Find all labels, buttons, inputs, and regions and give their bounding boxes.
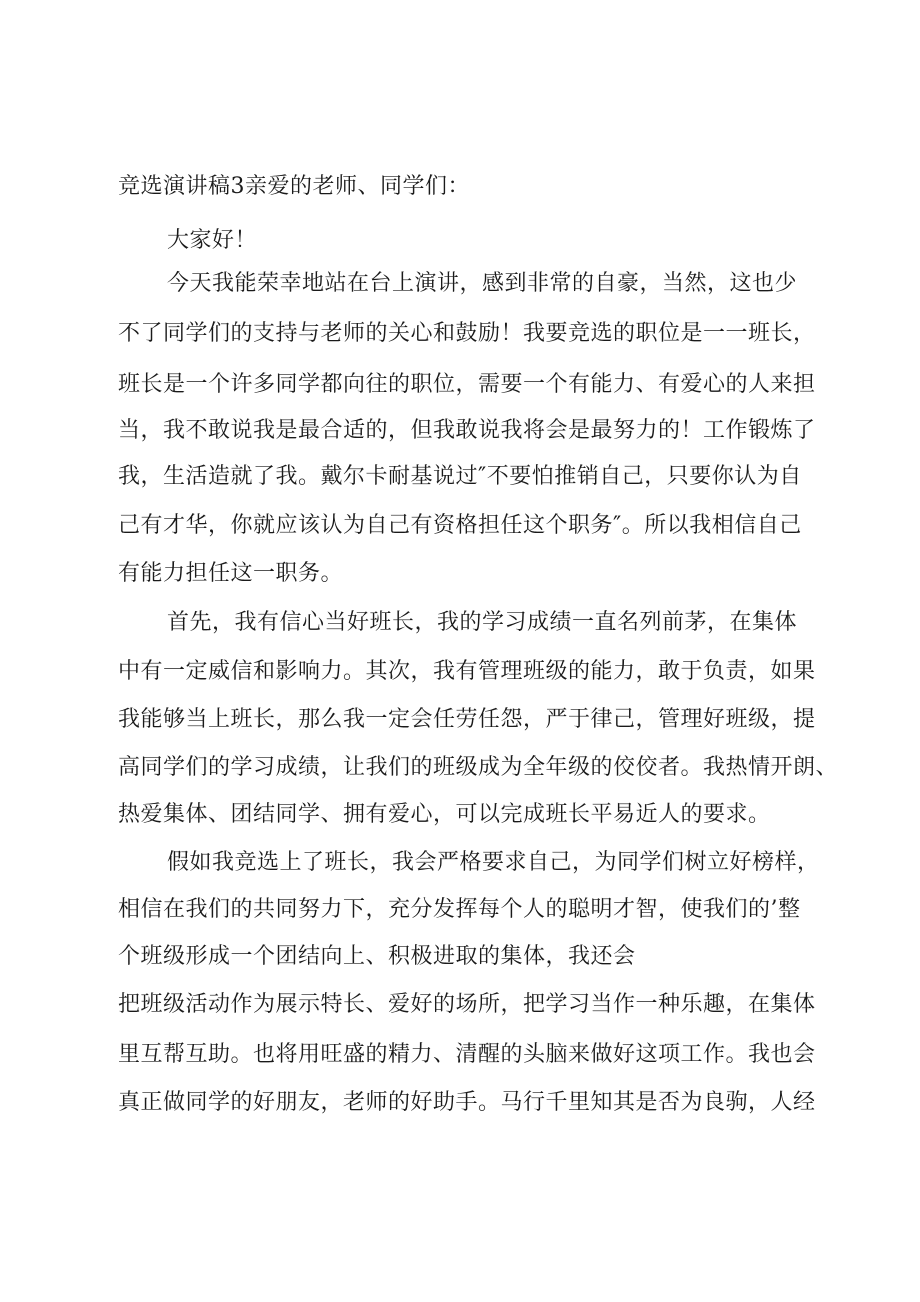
- paragraph-2-line-2: 中有一定威信和影响力。其次，我有管理班级的能力，敢于负责，如果: [118, 659, 816, 684]
- paragraph-3-line-5: 里互帮互助。也将用旺盛的精力、清醒的头脑来做好这项工作。我也会: [118, 1042, 816, 1067]
- paragraph-3-line-4: 把班级活动作为展示特长、爱好的场所，把学习当作一种乐趣，在集体: [118, 992, 816, 1017]
- greeting-line: 大家好！: [167, 228, 258, 253]
- paragraph-3-line-3: 个班级形成一个团结向上、积极进取的集体，我还会: [118, 944, 636, 969]
- paragraph-3-line-6: 真正做同学的好朋友，老师的好助手。马行千里知其是否为良驹，人经: [118, 1090, 816, 1115]
- paragraph-3-line-2: 相信在我们的共同努力下，充分发挥每个人的聪明才智，使我们的’整: [118, 897, 801, 922]
- paragraph-1-line-2: 不了同学们的支持与老师的关心和鼓励！我要竞选的职位是一一班长，: [118, 321, 816, 346]
- paragraph-1-line-3: 班长是一个许多同学都向往的职位，需要一个有能力、有爱心的人来担: [118, 372, 816, 397]
- paragraph-2-line-3: 我能够当上班长，那么我一定会任劳任怨，严于律己，管理好班级，提: [118, 707, 816, 732]
- paragraph-2-line-5: 热爱集体、团结同学、拥有爱心，可以完成班长平易近人的要求。: [118, 802, 771, 827]
- paragraph-3-line-1: 假如我竞选上了班长，我会严格要求自己，为同学们树立好榜样，: [167, 850, 820, 875]
- heading-line: 竞选演讲稿3亲爱的老师、同学们：: [118, 174, 470, 199]
- paragraph-2-line-4: 高同学们的学习成绩，让我们的班级成为全年级的佼佼者。我热情开朗、: [118, 755, 839, 780]
- paragraph-2-line-1: 首先，我有信心当好班长，我的学习成绩一直名列前茅，在集体: [167, 610, 798, 635]
- paragraph-1-line-5: 我，生活造就了我。戴尔卡耐基说过″不要怕推销自己，只要你认为自: [118, 464, 802, 489]
- paragraph-1-line-4: 当，我不敢说我是最合适的，但我敢说我将会是最努力的！工作锻炼了: [118, 418, 816, 443]
- paragraph-1-line-7: 有能力担任这一职务。: [118, 561, 344, 586]
- paragraph-1-line-6: 己有才华，你就应该认为自己有资格担任这个职务″。所以我相信自己: [118, 513, 802, 538]
- paragraph-1-line-1: 今天我能荣幸地站在台上演讲，感到非常的自豪，当然，这也少: [167, 271, 798, 296]
